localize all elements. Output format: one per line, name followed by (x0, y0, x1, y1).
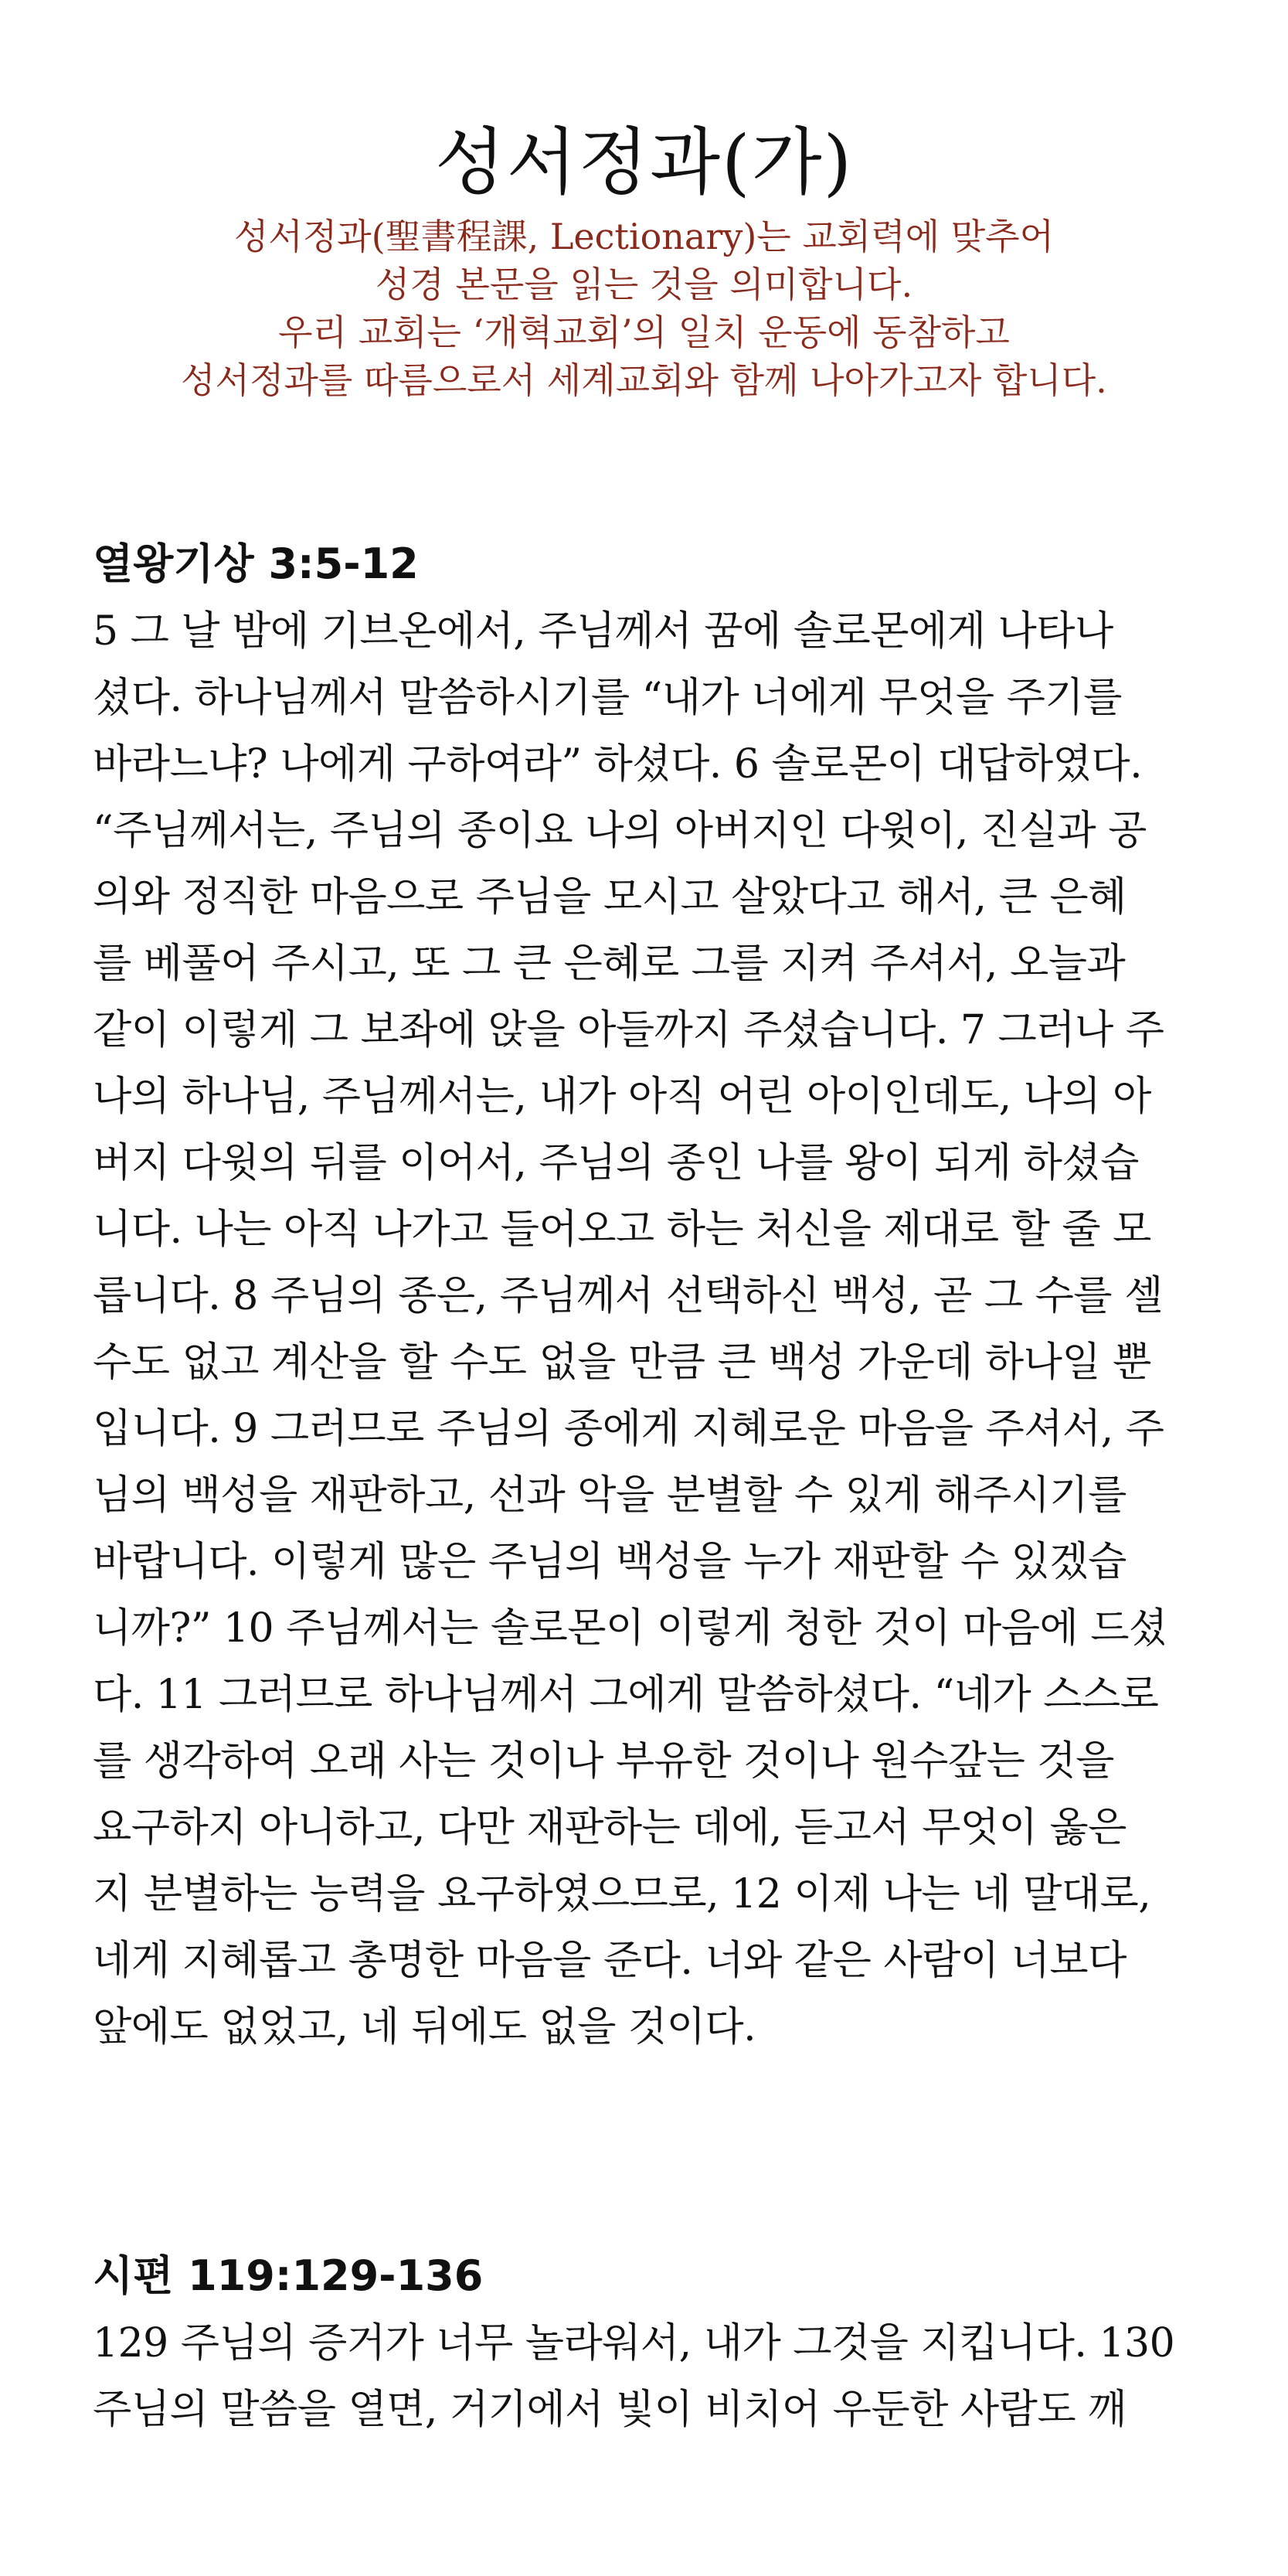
reading-body (93, 2310, 1205, 2443)
text-line: 를 생각하여 오래 사는 것이나 부유한 것이나 원수갚는 것을 (93, 1738, 1114, 1785)
text-line: 129 주님의 증거가 너무 놀라워서, 내가 그것을 지킵니다. 130 (93, 2320, 1175, 2367)
text-line: 지 분별하는 능력을 요구하였으므로, 12 이제 나는 네 말대로, (93, 1871, 1151, 1918)
text-line: 니까?” 10 주님께서는 솔로몬이 이렇게 청한 것이 마음에 드셨 (93, 1605, 1167, 1652)
reading-body (93, 598, 1205, 2060)
page-title: 성서정과(가) (434, 120, 854, 205)
intro-line: 우리 교회는 ‘개혁교회’의 일치 운동에 동참하고 (278, 311, 1010, 353)
text-line: 같이 이렇게 그 보좌에 앉을 아들까지 주셨습니다. 7 그러나 주 (93, 1007, 1164, 1053)
text-line: 의와 정직한 마음으로 주님을 모시고 살았다고 해서, 큰 은혜 (93, 874, 1127, 920)
reading-psalms (93, 2245, 1205, 2443)
text-line: 님의 백성을 재판하고, 선과 악을 분별할 수 있게 해주시기를 (93, 1472, 1127, 1519)
intro-paragraph (0, 213, 1288, 404)
text-line: 주님의 말씀을 열면, 거기에서 빛이 비치어 우둔한 사람도 깨 (93, 2387, 1127, 2433)
reading-reference: 열왕기상 3:5-12 (93, 539, 419, 588)
text-line: 나의 하나님, 주님께서는, 내가 아직 어린 아이인데도, 나의 아 (93, 1074, 1151, 1120)
text-line: 를 베풀어 주시고, 또 그 큰 은혜로 그를 지켜 주셔서, 오늘과 (93, 941, 1126, 987)
text-line: 다. 11 그러므로 하나님께서 그에게 말씀하셨다. “네가 스스로 (93, 1672, 1159, 1718)
reading-first-kings (93, 533, 1205, 2060)
intro-line: 성서정과를 따름으로서 세계교회와 함께 나아가고자 합니다. (181, 359, 1107, 401)
text-line: 셨다. 하나님께서 말씀하시기를 “내가 너에게 무엇을 주기를 (93, 675, 1122, 721)
text-line: “주님께서는, 주님의 종이요 나의 아버지인 다윗이, 진실과 공 (93, 808, 1147, 854)
intro-line: 성서정과(聖書程課, Lectionary)는 교회력에 맞추어 (233, 216, 1055, 257)
text-line: 니다. 나는 아직 나가고 들어오고 하는 처신을 제대로 할 줄 모 (93, 1206, 1151, 1253)
text-line: 입니다. 9 그러므로 주님의 종에게 지혜로운 마음을 주셔서, 주 (93, 1406, 1164, 1452)
text-line: 5 그 날 밤에 기브온에서, 주님께서 꿈에 솔로몬에게 나타나 (93, 608, 1113, 655)
reading-reference: 시편 119:129-136 (93, 2251, 484, 2300)
text-line: 수도 없고 계산을 할 수도 없을 만큼 큰 백성 가운데 하나일 뿐 (93, 1339, 1151, 1386)
text-line: 릅니다. 8 주님의 종은, 주님께서 선택하신 백성, 곧 그 수를 셀 (93, 1273, 1163, 1319)
text-line: 바랍니다. 이렇게 많은 주님의 백성을 누가 재판할 수 있겠습 (93, 1539, 1127, 1585)
text-line: 네게 지혜롭고 총명한 마음을 준다. 너와 같은 사람이 너보다 (93, 1938, 1127, 1984)
intro-line: 성경 본문을 읽는 것을 의미합니다. (375, 264, 913, 305)
text-line: 요구하지 아니하고, 다만 재판하는 데에, 듣고서 무엇이 옳은 (93, 1805, 1127, 1851)
text-line: 앞에도 없었고, 네 뒤에도 없을 것이다. (93, 2004, 756, 2050)
text-line: 버지 다윗의 뒤를 이어서, 주님의 종인 나를 왕이 되게 하셨습 (93, 1140, 1139, 1186)
text-line: 바라느냐? 나에게 구하여라” 하셨다. 6 솔로몬이 대답하였다. (93, 741, 1143, 788)
